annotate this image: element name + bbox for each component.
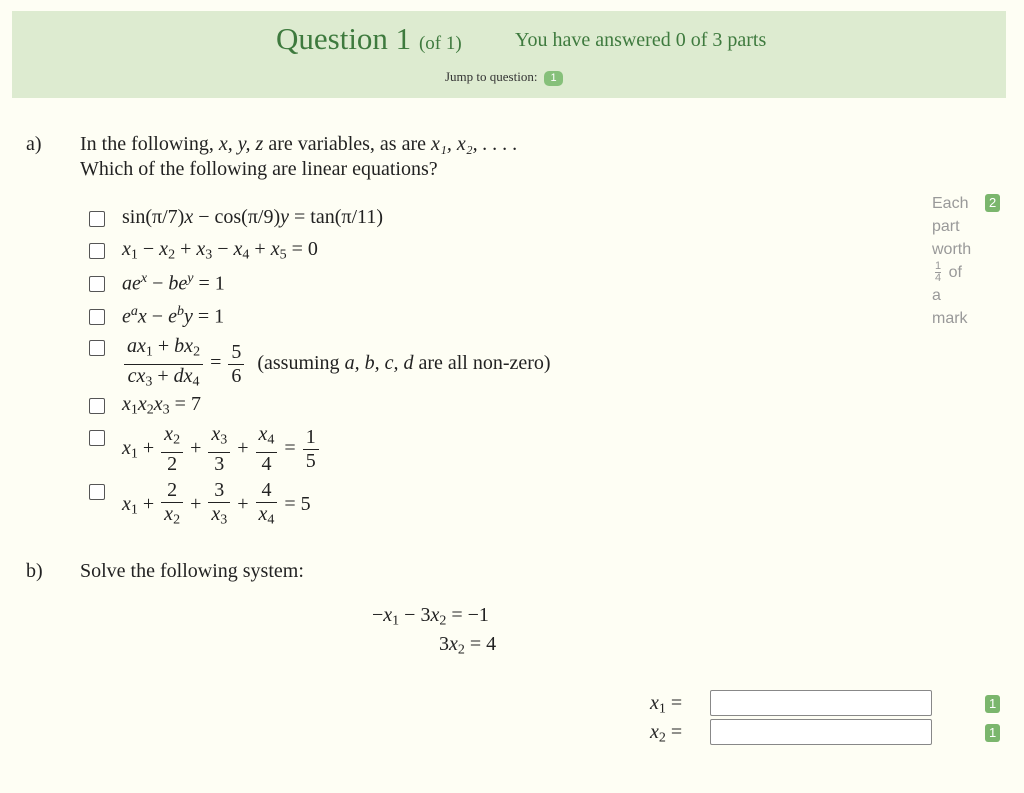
- marks-a: a: [932, 287, 941, 305]
- option-8-equation: $x_1$ + $\frac{2}{x_2}$ + $\frac{3}{x_3}$ + $\frac{4}{x_4}$ = 5: [122, 479, 311, 528]
- part-a-intro-line2: Which of the following are linear equations?: [80, 158, 438, 180]
- question-label: Question 1: [276, 21, 412, 56]
- marks-part: part: [932, 218, 960, 235]
- option-4-checkbox[interactable]: [89, 309, 105, 325]
- x1-label: $x_1$ =: [650, 692, 683, 717]
- marks-each: Each: [932, 195, 969, 212]
- option-6-checkbox[interactable]: [89, 398, 105, 414]
- jump-to-question: [445, 69, 563, 86]
- marks-mark: mark: [932, 310, 968, 328]
- option-3-equation: $ae^x - be^y = 1$: [122, 271, 225, 295]
- part-a-intro-line1: [80, 132, 518, 156]
- assuming-vars: a, b, c, d: [344, 351, 414, 374]
- option-7-equation: $x_1$ + $\frac{x_2}{2}$ + $\frac{x_3}{3}$ + $\frac{x_4}{4}$ = $\frac{1}{5}$: [122, 423, 321, 476]
- intro-mid: are variables, as are: [268, 133, 426, 155]
- option-2-equation: $x_1 - x_2 + x_3 - x_4 + x_5 = 0$: [122, 238, 318, 263]
- option-1-checkbox[interactable]: [89, 211, 105, 227]
- intro-vars2: x₁, x₂, . . . .: [431, 133, 518, 155]
- jump-question-1-button[interactable]: 1: [544, 71, 562, 86]
- option-5-checkbox[interactable]: [89, 340, 105, 356]
- question-title: [276, 21, 462, 57]
- assuming-note: [257, 352, 550, 374]
- intro-vars: x, y, z: [218, 133, 264, 155]
- option-8-checkbox[interactable]: [89, 484, 105, 500]
- marks-worth: worth: [932, 241, 972, 258]
- x2-label: $x_2$ =: [650, 721, 683, 746]
- option-4-equation: $e^ax - e^by = 1$: [122, 304, 225, 328]
- x2-marks-badge: 1: [985, 724, 1000, 742]
- marks-fraction: $\frac{1}{4}$: [935, 260, 942, 285]
- option-5-equation: $\frac{ax_1 + bx_2}{cx_3 + dx_4}$ = $\frac{5}{6}$ (assuming a, b, c, d are all non-zero): [122, 335, 551, 393]
- marks-badge: 2: [985, 194, 1000, 212]
- question-header: [12, 11, 1006, 98]
- system-equation-1: $-x_1 - 3x_2 = -1$: [372, 604, 489, 629]
- x2-input[interactable]: [710, 719, 932, 745]
- option-1-equation: sin(π/7)x − cos(π/9)y = tan(π/11): [122, 206, 383, 228]
- assuming-end: are all non-zero): [418, 351, 551, 374]
- question-count: (of 1): [418, 33, 462, 54]
- option-7-checkbox[interactable]: [89, 430, 105, 446]
- intro-text: In the following,: [80, 133, 214, 155]
- part-a-label: a): [26, 133, 42, 155]
- system-equation-2: $3x_2 = 4$: [439, 633, 497, 658]
- answered-status: You have answered 0 of 3 parts: [515, 29, 767, 51]
- assuming-text: (assuming: [257, 351, 340, 374]
- marks-of: of: [948, 264, 962, 281]
- part-b-label: b): [26, 560, 43, 582]
- part-b-prompt: Solve the following system:: [80, 560, 304, 582]
- option-3-checkbox[interactable]: [89, 276, 105, 292]
- option-2-checkbox[interactable]: [89, 243, 105, 259]
- jump-label: Jump to question:: [445, 69, 538, 84]
- x1-marks-badge: 1: [985, 695, 1000, 713]
- marks-note: [932, 192, 997, 330]
- option-6-equation: $x_1x_2x_3 = 7$: [122, 393, 201, 418]
- x1-input[interactable]: [710, 690, 932, 716]
